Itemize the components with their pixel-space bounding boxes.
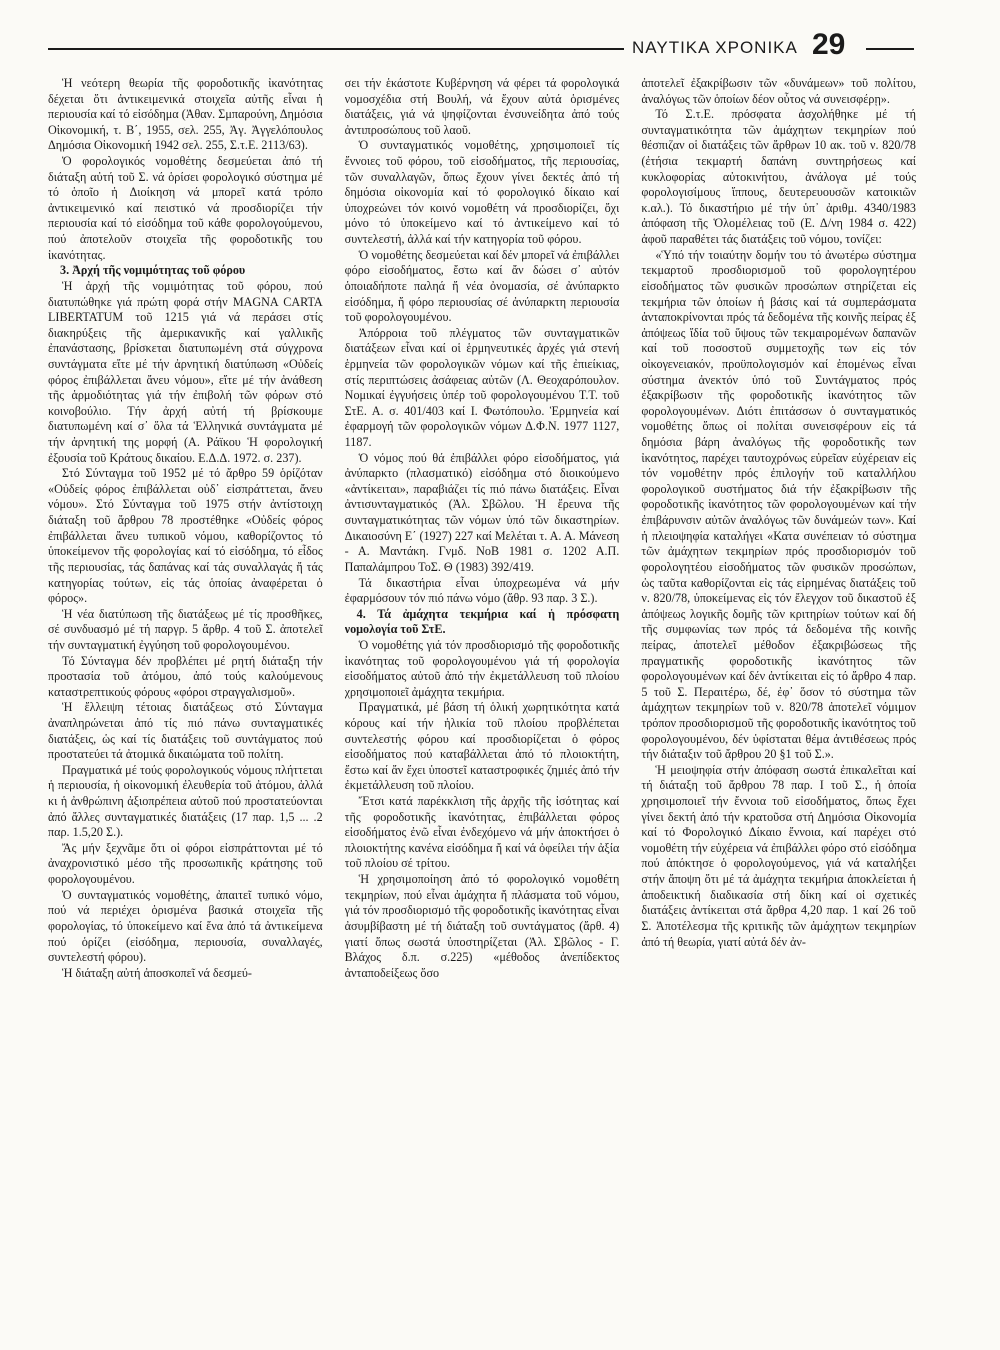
article-body bbox=[48, 76, 916, 1336]
paragraph: Τό Σ.τ.Ε. πρόσφατα ἀσχολήθηκε μέ τή συνταγματικότητα τῶν ἀμάχητων τεκμηρίων πού θέσπιζαν οἱ διατάξεις τῶν ἄρθρων 10 ακ. τοῦ ν. 820/78 (ἐτήσια τεκμαρτή δαπάνη συντηρήσεως καί κυκλοφορίας αὐτοκινήτου, ἀνάλογα μέ τούς φορολογισίμους ἵππους, δευτερευουσῶν κατοικιῶν κ.αλ.). Τό δικαστήριο μέ τήν ὑπ᾽ ἀριθμ. 4340/1983 ἀπόφαση τῆς Ὁλομέλειας τοῦ (Ε. Δ/νη 1984 σ. 422) ἀφοῦ παραθέτει τάς διατάξεις τοῦ νόμου, τονίζει: bbox=[641, 107, 917, 247]
paragraph: Πραγματικά μέ τούς φορολογικούς νόμους πλήττεται ἡ περιουσία, ἡ οἰκονομική ἐλευθερία τοῦ ἀτόμου, ἀλλά κι ἡ ἀνθρώπινη ἀξιοπρέπεια αὐτοῦ πού προστατεύονται ἀπό ἄλλες συνταγματικές διατάξεις (17 παρ. 1,5 ... .2 παρ. 1.5,20 Σ.). bbox=[48, 762, 323, 840]
paragraph: Ὁ συνταγματικός νομοθέτης, χρησιμοποιεῖ τίς ἔννοιες τοῦ φόρου, τοῦ εἰσοδήματος, τῆς περιουσίας, τῶν συναλλαγῶν, ὅπως ἔχουν γίνει δεκτές ἀπό τή δημόσια οἰκονομία καί τό φορολογικό δίκαιο καί ὑποχρεώνει τόν κοινό νομοθέτη νά προσδιορίζει, ὄχι μόνο τό ὑποκείμενο καί τό ἀντικείμενο καί τό συντελεστή, ἀλλά καί τήν κατηγορία τοῦ φόρου. bbox=[344, 138, 620, 247]
paragraph: «Ὑπό τήν τοιαύτην δομήν του τό ἀνωτέρω σύστημα τεκμαρτοῦ προσδιορισμοῦ τοῦ φορολογητέρου εἰσοδήματος τῶν φυσικῶν προσώπων στηρίζεται εἰς τεκμήρια τῶν ὁποίων ἡ βάσις καί τά συμπεράσματα ἀνταποκρίνονται πρός τά δεδομένα τῆς κοινῆς πείρας ἐξ ἀπόψεως ἴδία τοῦ ὕψους τῶν τεκμαιρομένων δαπανῶν καί τοῦ ποσοστοῦ συμμετοχῆς των εἰς τόν οἰκογενειακόν, προϋπολογισμόν καί ἑπομένως εἶναι σύστημα ἀνεκτόν ὑπό τοῦ Συντάγματος πρός ἐξακρίβωσιν τῆς φοροδοτικῆς ἰκανότητος τῶν φορολογουμένων. Διότι ἐπιτάσσων ὁ συνταγματικός νομοθέτης ὅπως οἱ πολίται συνεισφέρουν εἰς τά δημόσια βάρη ἀναλόγως τῆς φοροδοτικῆς των ἰκανότητος, παρέχει ταυτοχρόνως εὐρεῖαν εὐχέρειαν εἰς τόν νομοθέτην πρός ἐπιλογήν τοῦ καταλλήλου φορολογικοῦ συστήματος διά τήν ἐξακρίβωσιν τῆς φοροδοτικῆς ἱκανότητος τῶν φορολογουμένων καί τήν ἐπιβάρυνσιν αὐτῶν ἀναλόγως τῶν δυνάμεών των». Καί ἡ πλειοψηφία καταλήγει «Κατα συνέπειαν τό σύστημα τῶν ἀμάχητων τεκμηρίων πρός προσδιορισμόν τοῦ φορολογητέου εἰσοδήματος τῶν φυσικῶν προσώπων, ὡς ταῦτα καθορίζονται εἰς τάς εἰρημένας διατάξεις τοῦ ν. 820/78, ὑποκείμενας εἰς τόν ἔλεγχον τοῦ δικαστοῦ ἐξ ἀπόψεως λογικῆς δομῆς τῶν κριτηρίων τούτων καί δή τῆς συμφωνίας των πρός τά δεδομένα τῆς κοινῆς πείρας, ἀποτελεῖ μέθοδον ἐξακριβώσεως τῆς πραγματικῆς φοροδοτικῆς ἰκανότητος τῶν φορολογουμένων καί δέν ἀντίκειται εἰς τό ἄρθρο 4 παρ. 5 τοῦ Σ. Περαιτέρω, δέ, ἐφ᾽ ὅσον τό σύστημα τῶν ἀμάχητων τεκμηρίων τοῦ ν. 820/78 ἀποτελεῖ νόμιμον τρόπον προσδιορισμοῦ τῆς φοροδοτικῆς ἰκανότητος τοῦ φορολογουμένου, δέν ὑφίσταται θέμα ἀντιθέσεως πρός τήν διάταξιν τοῦ ἄρθρου 20 §1 τοῦ Σ.». bbox=[641, 247, 917, 762]
paragraph: Τό Σύνταγμα δέν προβλέπει μέ ρητή διάταξη τήν προστασία τοῦ ἀτόμου, ἀπό τούς καλούμενους καταστρεπτικούς φόρους «φόροι στραγγαλισμοῦ». bbox=[48, 653, 323, 699]
section-heading: 3. Ἀρχή τῆς νομιμότητας τοῦ φόρου bbox=[60, 263, 246, 278]
paragraph: Ἡ χρησιμοποίηση ἀπό τό φορολογικό νομοθέτη τεκμηρίων, πού εἶναι ἀμάχητα ἤ πλάσματα τοῦ νόμου, γιά τόν προσδιορισμό τῆς φοροδοτικῆς ἰκανότητας εἶναι ἀσυμβίβαστη μέ τή διάταξη τοῦ συντάγματος (ἄρθ. 4) γιατί ὅπως σωστά ὑποστηρίζεται (Ἀλ. Σβῶλος - Γ. Βλάχος δ.π. σ.225) «μέθοδος ἀνεπίδεκτος ἀνταποδείξεως ὅσο bbox=[344, 872, 620, 980]
text-column-1 bbox=[48, 76, 323, 1336]
page-header bbox=[0, 30, 1000, 70]
paragraph: Ὁ συνταγματικός νομοθέτης, ἀπαιτεῖ τυπικό νόμο, πού νά περιέχει ὁρισμένα βασικά στοιχεῖα τῆς φορολογίας, τό ὑποκείμενο καί ἕνα ἀπό τά ἀντικείμενα πού ὁρίζει (εἰσόδημα, περιουσία, συναλλαγές, συντελεστή φόρου). bbox=[48, 887, 323, 965]
paragraph: Πραγματικά, μέ βάση τή ὁλική χωρητικότητα κατά κόρους καί τήν ἡλικία τοῦ πλοίου προβλέπεται συντελεστής φόρου καί προσδιορίζεται ὁ φόρος εἰσοδήματος πού καταβάλλεται ἀπό τό πλοιοκτήτη, ἔστω καί ἄν ἔχει ὑποστεῖ καταστροφικές ζημιές ἀπό τήν ἐκμετάλλευση τοῦ πλοίου. bbox=[344, 700, 620, 793]
paragraph: Ἀπόρροια τοῦ πλέγματος τῶν συνταγματικῶν διατάξεων εἶναι καί οἱ ἑρμηνευτικές ἀρχές γιά στενή ἑρμηνεία τῶν φορολογικῶν νόμων καί τῆς ἐπιείκιας, στίς περιπτώσεις ἀσάφειας αὐτῶν (Λ. Θεοχαρόπουλον. Νομικαί ἐγγυήσεις ὑπέρ τοῦ φορολογουμένου Τ.Τ. τοῦ ΣτΕ. Α. σ. 401/403 καί Ι. Φωτόπουλο. Ἑρμηνεία καί ἐφαρμογή τῶν φορολογικῶν νόμων Δ.Φ.Ν. 1977 1127, 1187. bbox=[344, 325, 620, 450]
paragraph: Ἡ διάταξη αὐτή ἀποσκοπεῖ νά δεσμεύ- bbox=[62, 965, 252, 980]
paragraph: Ὁ νομοθέτης γιά τόν προσδιορισμό τῆς φοροδοτικῆς ἰκανότητας τοῦ φορολογουμένου γιά τή φορολογία εἰσοδήματος αὐτοῦ ἀπό τήν ἐκμετάλλευση τοῦ πλοίου χρησιμοποιεῖ ἀμάχητα τεκμήρια. bbox=[344, 637, 620, 699]
paragraph: Στό Σύνταγμα τοῦ 1952 μέ τό ἄρθρο 59 ὁρίζόταν «Οὐδείς φόρος ἐπιβάλλεται οὐδ᾽ εἰσπράττεται, ἄνευ νόμου». Στό Σύνταγμα τοῦ 1975 στήν ἀντίστοιχη διάταξη τοῦ ἄρθρου 78 προστέθηκε «Οὐδείς φόρος ἐπιβάλλεται ἄνευ τυπικοῦ νόμου, καθορίζοντος τό ὑποκείμενον τῆς φορολογίας καί τό εἰσόδημα, τό εἶδος τῆς περιουσίας, τάς δαπάνας καί τάς συναλλαγάς ἤ τάς κατηγορίας τούτων, εἰς τάς ὁποίας ἀναφέρεται ὁ φόρος». bbox=[48, 466, 323, 606]
page-number: 29 bbox=[812, 28, 846, 61]
paragraph: Τά δικαστήρια εἶναι ὑποχρεωμένα νά μήν ἐφαρμόσουν τόν πιό πάνω νόμο (ἄθρ. 93 παρ. 3 Σ.). bbox=[344, 575, 620, 606]
paragraph-continued: σει τήν ἑκάστοτε Κυβέρνηση νά φέρει τά φορολογικά νομοσχέδια στή Βουλή, νά ἔχουν αὐτά ὁρισμένες διατάξεις, γιά νά ψηφίζονται ἐνσυνείδητα ἀπό τούς ἀντιπροσώπους τοῦ λαοῦ. bbox=[344, 76, 620, 137]
paragraph: Ἡ μειοψηφία στήν ἀπόφαση σωστά ἐπικαλεῖται καί τή διάταξη τοῦ ἄρθρου 78 παρ. Ι τοῦ Σ., ἡ ὁποία χρησιμοποιεῖ τήν ἔννοια τοῦ εἰσοδήματος, ὅπως ἔχει γίνει δεκτή ἀπό τήν κρατοῦσα στή Δημόσια Οἰκονομία καί τό Φορολογικό Δίκαιο ἔννοια, καί παρέχει στό νομοθέτη τήν εὐχέρεια νά ἐπιβάλλει φόρο στό εἰσόδημα πού ἀπόκτησε ὁ φορολογούμενος, γιά νά καταλήξει στήν ἄποψη ὅτι μέ τά ἀμάχητα τεκμήρια ἀποκλείεται ἡ ἀποδεικτική διαδικασία στή δίκη καί οἱ σχετικές διατάξεις ἀντίκειται στά ἄρθρα 4,20 παρ. 1 καί 26 τοῦ Σ. Ἀποτέλεσμα τῆς κριτικῆς τῶν ἀμάχητων τεκμηρίων ἀπό τή θεωρία, γιατί αὐτά δέν ἀν- bbox=[641, 762, 917, 949]
text-column-3 bbox=[641, 76, 916, 1336]
text-column-2 bbox=[345, 76, 620, 1336]
paragraph: Ὁ νομοθέτης δεσμεύεται καί δέν μπορεῖ νά ἐπιβάλλει φόρο εἰσοδήματος, ἔστω καί ἄν δώσει σ᾽ αὐτόν ὁποιαδήποτε παληά ἤ νέα ὀνομασία, σέ ἀνύπαρκτο εἰσόδημα, ἤ φόρο περιουσίας σέ ἀνύπαρκτη περιουσία τοῦ φορολογουμένου. bbox=[344, 247, 620, 325]
paragraph: Ἡ νεότερη θεωρία τῆς φοροδοτικῆς ἰκανότητας δέχεται ὅτι ἀντικειμενικά στοιχεῖα αὐτῆς εἶναι ἡ περιουσία καί τό εἰσόδημα (Ἀθαν. Σμπαρούνη, Δημόσια Οἰκονομική, τ. Β΄, 1955, σελ. 255, Ἀγ. Ἀγγελόπουλος Δημόσια Οἰκονομική 1942 σελ. 255, Σ.τ.Ε. 2113/63). bbox=[48, 76, 323, 153]
paragraph-continued: ἀποτελεῖ ἐξακρίβωσιν τῶν «δυνάμεων» τοῦ πολίτου, ἀναλόγως τῶν ὁποίων δέον οὗτος νά συνεισφέρῃ». bbox=[641, 76, 917, 106]
header-rule-right bbox=[866, 48, 914, 50]
section-heading: 4. Τά ἀμάχητα τεκμήρια καί ἡ πρόσφατη νομολογία τοῦ ΣτΕ. bbox=[344, 606, 620, 637]
paragraph: Ἡ ἔλλειψη τέτοιας διατάξεως στό Σύνταγμα ἀναπληρώνεται ἀπό τίς πιό πάνω συνταγματικές διατάξεις, ὡς καί τίς διατάξεις τοῦ συντάγματος πού προστατεύει τά ἀτομικά δικαιώματα τοῦ πολίτη. bbox=[48, 700, 323, 762]
paragraph: Ὁ φορολογικός νομοθέτης δεσμεύεται ἀπό τή διάταξη αὐτή τοῦ Σ. νά ὁρίσει φορολογικό σύστημα μέ τό ὁποῖο ἡ Διοίκηση νά μπορεῖ κατά τρόπο ἀντικειμενικό καί πειστικό νά προσδιορίζει τήν περιουσία καί τό εἰσόδημα τοῦ κάθε φορολογούμενου, πού ἀποτελοῦν στοιχεῖα τῆς φοροδοτικῆς του ἰκανότητας. bbox=[48, 154, 323, 262]
paragraph: Ἔτσι κατά παρέκκλιση τῆς ἀρχῆς τῆς ἰσότητας καί τῆς φοροδοτικῆς ἰκανότητας, ἐπιβάλλεται φόρος εἰσοδήματος ἐνῶ εἶναι ἐνδεχόμενο νά μήν ἀποκτήσει ὁ πλοιοκτήτης κανένα εἰσόδημα ἤ καί νά ὀφείλει τήν ἀξία τοῦ πλοίου σέ τρίτου. bbox=[344, 794, 620, 871]
paragraph: Ὁ νόμος πού θά ἐπιβάλλει φόρο εἰσοδήματος, γιά ἀνύπαρκτο (πλασματικό) εἰσόδημα στό διοικούμενο «ἀντίκειται», παραβιάζει τίς πιό πάνω διατάξεις. Εἶναι ἀντισυνταγματικός (Ἀλ. Σβῶλου. Ἡ ἔρευνα τῆς συνταγματικότητας τῶν νόμων ὑπό τῶν δικαστηρίων. Δικαιοσύνη Ε΄ (1927) 227 καί Μελέται τ. Α. Α. Μάνεση - Α. Μαντάκη. Γνμδ. ΝοΒ 1981 σ. 1202 Α.Π. Παπαλάμπρου ΤοΣ. Θ (1983) 392/419. bbox=[344, 450, 620, 574]
magazine-title: ΝΑΥΤΙΚΑ ΧΡΟΝΙΚΑ bbox=[632, 38, 798, 57]
paragraph: Ἡ ἀρχή τῆς νομιμότητας τοῦ φόρου, πού διατυπώθηκε γιά πρώτη φορά στήν MAGNA CARTA LIBERTATUM τοῦ 1215 γιά νά περάσει στίς διακηρύξεις τῆς ἀμερικανικῆς καί γαλλικῆς ἐπανάστασης, βρίσκεται διατυπωμένη στά σύγχρονα συντάγματα εἴτε μέ τήν ἀρνητική διατύπωση «Οὐδείς φόρος ἐπιβάλλεται ἄνευ νόμου», εἴτε μέ τήν ἀνάθεση τῆς ἁρμοδιότητας γιά τήν ἐπιβολή τῶν φόρων στό κοινοβούλιο. Τήν ἀρχή αὐτή τή βρίσκουμε διατυπωμένη καί σ᾽ ὅλα τά Ἑλληνικά συντάγματα μέ τήν ἀρνητική της μορφή (Α. Ράϊκου Ἡ φορολογική ἐξουσία τοῦ Κράτους δικαίου. Ε.Δ.Δ. 1972. σ. 237). bbox=[48, 278, 323, 465]
paragraph: Ἄς μήν ξεχνᾶμε ὅτι οἱ φόροι εἰσπράττονται μέ τό ἀναχρονιστικό μέσο τῆς προσωπικῆς κράτησης τοῦ φορολογουμένου. bbox=[48, 840, 323, 887]
header-rule-left bbox=[48, 48, 624, 50]
paragraph: Ἡ νέα διατύπωση τῆς διατάξεως μέ τίς προσθῆκες, σέ συνδυασμό μέ τή παργρ. 5 ἄρθρ. 4 τοῦ Σ. ἀποτελεῖ τήν συνταγματική ἐγγύηση τοῦ φορολογουμένου. bbox=[48, 606, 323, 652]
